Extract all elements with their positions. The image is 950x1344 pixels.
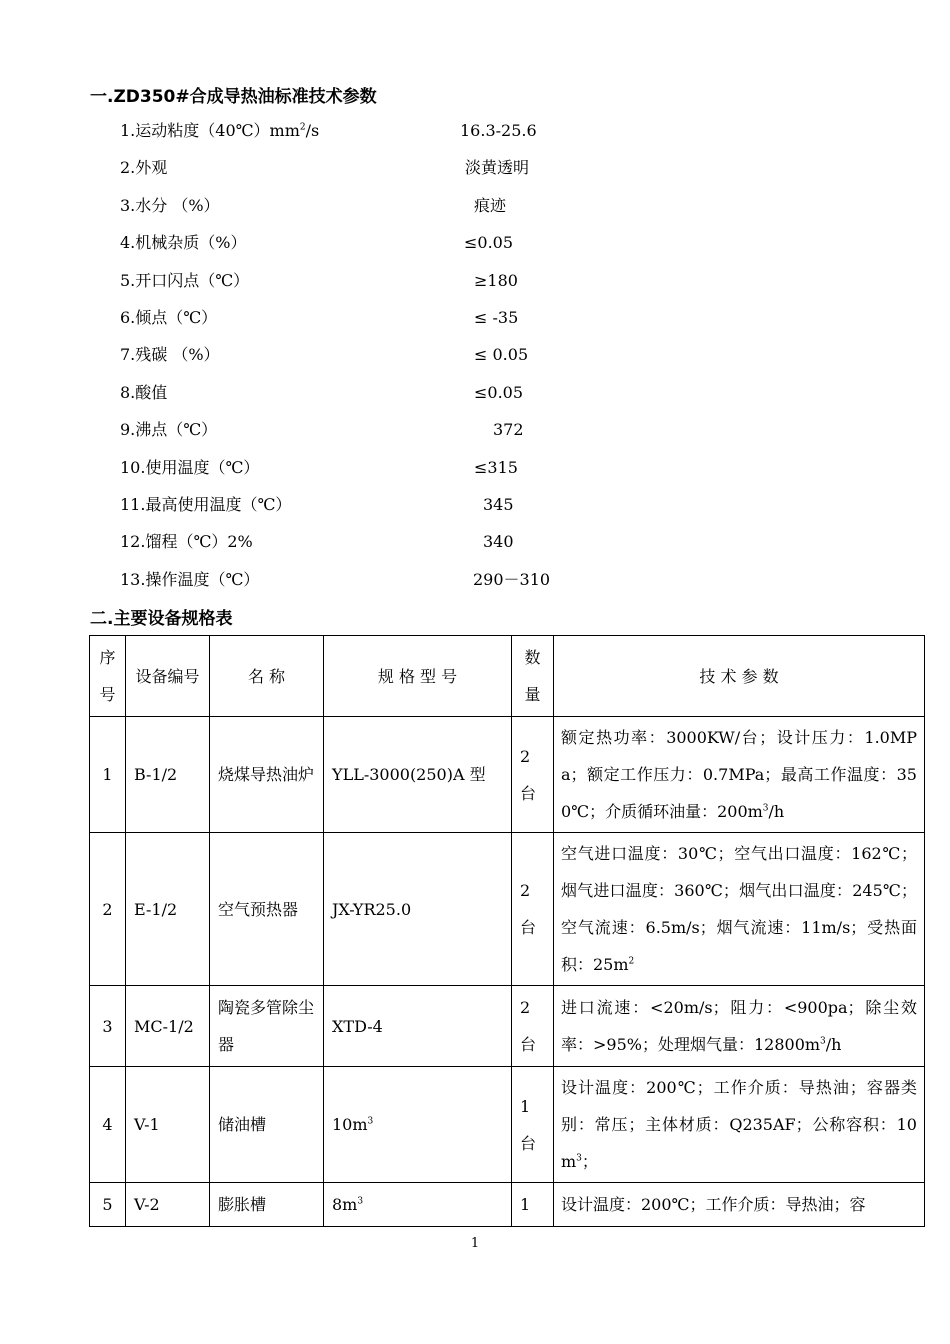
row-name: 空气预热器	[210, 833, 324, 986]
row-tech: 空气进口温度：30℃；空气出口温度：162℃；烟气进口温度：360℃；烟气出口温度：245℃；空气流速：6.5m/s；烟气流速：11m/s；受热面积：$25m^2$	[554, 833, 925, 986]
param-row	[120, 268, 680, 305]
param-value: ≤0.05	[474, 382, 524, 402]
row-seq: 4	[90, 1067, 126, 1183]
row-code: V-1	[126, 1067, 210, 1183]
row-code: V-2	[126, 1183, 210, 1227]
row-code: B-1/2	[126, 717, 210, 833]
header-model: 规 格 型 号	[324, 636, 512, 717]
parameter-list	[120, 118, 680, 604]
param-value: ≤ -35	[474, 307, 519, 327]
param-row	[120, 118, 680, 155]
row-model: $8m^3$	[324, 1183, 512, 1227]
param-value: ≥180	[474, 270, 518, 290]
table-row	[90, 1183, 925, 1227]
param-value: 痕迹	[474, 195, 507, 215]
param-value: 淡黄透明	[465, 158, 530, 178]
table-row	[90, 833, 925, 986]
header-seq: 序号	[90, 636, 126, 717]
row-tech: 额定热功率：3000KW/台；设计压力：1.0MPa；额定工作压力：0.7MPa；最高工作温度：350℃；介质循环油量：$200m^3/h$	[554, 717, 925, 833]
param-row	[120, 417, 680, 454]
param-value: 340	[483, 532, 514, 552]
page-number: 1	[470, 1236, 480, 1251]
param-label: 4.机械杂质（%）	[120, 233, 247, 253]
param-label: 6.倾点（℃）	[120, 307, 218, 327]
row-seq: 3	[90, 986, 126, 1067]
param-row	[120, 155, 680, 192]
row-seq: 1	[90, 717, 126, 833]
table-header-row	[90, 636, 925, 717]
param-value: ≤315	[474, 457, 518, 477]
row-model: XTD-4	[324, 986, 512, 1067]
row-qty: 2台	[512, 717, 554, 833]
param-label: 11.最高使用温度（℃）	[120, 494, 292, 514]
param-value: ≤ 0.05	[474, 345, 529, 365]
row-model: JX-YR25.0	[324, 833, 512, 986]
row-code: E-1/2	[126, 833, 210, 986]
param-label: 3.水分 （%）	[120, 195, 220, 215]
section2-title: 二.主要设备规格表	[90, 609, 233, 629]
row-qty: 2台	[512, 986, 554, 1067]
param-row	[120, 380, 680, 417]
param-label: 5.开口闪点（℃）	[120, 270, 250, 290]
param-row	[120, 492, 680, 529]
header-tech: 技 术 参 数	[554, 636, 925, 717]
row-name: 膨胀槽	[210, 1183, 324, 1227]
param-value: 345	[483, 494, 514, 514]
param-value: ≤0.05	[464, 233, 514, 253]
param-label: 7.残碳 （%）	[120, 345, 220, 365]
row-tech: 设计温度：200℃；工作介质：导热油；容	[554, 1183, 925, 1227]
param-label: 12.馏程（℃）2%	[120, 532, 253, 552]
param-row	[120, 529, 680, 566]
param-row	[120, 342, 680, 379]
param-label: 10.使用温度（℃）	[120, 457, 260, 477]
row-tech: 设计温度：200℃；工作介质：导热油；容器类别：常压；主体材质：Q235AF；公称容积：$10m^3$；	[554, 1067, 925, 1183]
param-row	[120, 567, 680, 604]
row-seq: 5	[90, 1183, 126, 1227]
param-value: 372	[493, 420, 524, 440]
param-label: 2.外观	[120, 158, 168, 178]
equipment-spec-table	[89, 635, 925, 1227]
param-row	[120, 305, 680, 342]
row-qty: 1台	[512, 1067, 554, 1183]
param-row	[120, 455, 680, 492]
table-row	[90, 717, 925, 833]
table-row	[90, 1067, 925, 1183]
row-seq: 2	[90, 833, 126, 986]
row-tech: 进口流速：<20m/s；阻力：<900pa；除尘效率：>95%；处理烟气量：$12800m^3/h$	[554, 986, 925, 1067]
table-row	[90, 986, 925, 1067]
param-row	[120, 193, 680, 230]
section1-title: 一.ZD350#合成导热油标准技术参数	[90, 87, 377, 107]
row-name: 储油槽	[210, 1067, 324, 1183]
row-model: YLL-3000(250)A 型	[324, 717, 512, 833]
header-name: 名 称	[210, 636, 324, 717]
param-label: 8.酸值	[120, 382, 168, 402]
row-model: $10m^3$	[324, 1067, 512, 1183]
param-value: 16.3-25.6	[460, 121, 537, 140]
param-label: 13.操作温度（℃）	[120, 569, 260, 589]
row-name: 烧煤导热油炉	[210, 717, 324, 833]
row-qty: 2台	[512, 833, 554, 986]
param-row	[120, 230, 680, 267]
row-name: 陶瓷多管除尘器	[210, 986, 324, 1067]
param-value: 290－310	[473, 569, 551, 589]
param-label: 9.沸点（℃）	[120, 420, 218, 440]
row-qty: 1	[512, 1183, 554, 1227]
param-label: 1.运动粘度$(40℃)mm^2/s$	[120, 121, 320, 140]
header-qty: 数量	[512, 636, 554, 717]
row-code: MC-1/2	[126, 986, 210, 1067]
header-code: 设备编号	[126, 636, 210, 717]
